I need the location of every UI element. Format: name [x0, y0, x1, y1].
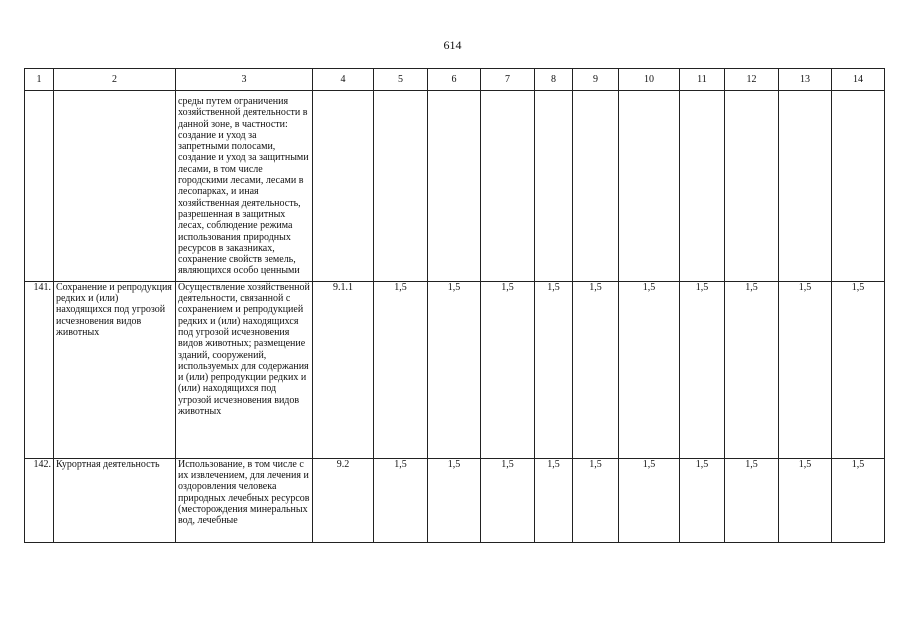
- column-header: 7: [481, 69, 535, 91]
- row-value: 1,5: [619, 458, 680, 542]
- column-header: 3: [176, 69, 313, 91]
- row-code: 9.1.1: [313, 281, 374, 458]
- table-row: [25, 458, 885, 542]
- row-value: [619, 91, 680, 282]
- row-value: 1,5: [535, 281, 573, 458]
- page-number: 614: [443, 38, 462, 52]
- row-value: 1,5: [779, 281, 832, 458]
- row-value: 1,5: [573, 281, 619, 458]
- row-value: 1,5: [725, 458, 779, 542]
- column-header: 4: [313, 69, 374, 91]
- row-value: [374, 91, 428, 282]
- column-header: 6: [428, 69, 481, 91]
- column-header: 9: [573, 69, 619, 91]
- column-header: 5: [374, 69, 428, 91]
- row-value: 1,5: [725, 281, 779, 458]
- column-header: 12: [725, 69, 779, 91]
- row-description: Использование, в том числе с их извлечением, для лечения и оздоровления человека природных лечебных ресурсов (месторождения минеральных вод, лечебные: [176, 458, 313, 542]
- column-header: 13: [779, 69, 832, 91]
- row-value: 1,5: [680, 281, 725, 458]
- column-header: 8: [535, 69, 573, 91]
- row-value: 1,5: [832, 458, 885, 542]
- table-row: [25, 281, 885, 458]
- column-header: 10: [619, 69, 680, 91]
- row-code: 9.2: [313, 458, 374, 542]
- row-value: [428, 91, 481, 282]
- row-value: 1,5: [374, 281, 428, 458]
- row-value: 1,5: [680, 458, 725, 542]
- row-value: [535, 91, 573, 282]
- column-header: 14: [832, 69, 885, 91]
- land-use-table: [24, 68, 885, 543]
- column-header: 1: [25, 69, 54, 91]
- row-value: [481, 91, 535, 282]
- row-value: 1,5: [535, 458, 573, 542]
- header-row: [25, 69, 885, 91]
- row-number: 141.: [25, 281, 54, 458]
- row-name: Сохранение и репродукция редких и (или) находящихся под угрозой исчезновения видов животных: [54, 281, 176, 458]
- row-value: 1,5: [481, 458, 535, 542]
- row-number: [25, 91, 54, 282]
- row-value: [680, 91, 725, 282]
- row-value: 1,5: [428, 458, 481, 542]
- row-value: 1,5: [619, 281, 680, 458]
- column-header: 2: [54, 69, 176, 91]
- row-description: среды путем ограничения хозяйственной деятельности в данной зоне, в частности: создание и уход за запретными полосами, создание и уход за защитными лесами, в том числе городскими лесами, лесами в лесопарках, и иная хозяйственная деятельность, разрешенная в защитных лесах, соблюдение режима использования природных ресурсов в заказниках, сохранение свойств земель, являющихся особо ценными: [176, 91, 313, 282]
- row-value: [779, 91, 832, 282]
- column-header: 11: [680, 69, 725, 91]
- row-name: [54, 91, 176, 282]
- row-value: 1,5: [573, 458, 619, 542]
- row-value: [725, 91, 779, 282]
- row-value: [832, 91, 885, 282]
- row-value: 1,5: [374, 458, 428, 542]
- row-code: [313, 91, 374, 282]
- row-value: 1,5: [832, 281, 885, 458]
- row-value: 1,5: [428, 281, 481, 458]
- row-value: 1,5: [481, 281, 535, 458]
- table-row: [25, 91, 885, 282]
- row-number: 142.: [25, 458, 54, 542]
- row-value: [573, 91, 619, 282]
- row-name: Курортная деятельность: [54, 458, 176, 542]
- row-value: 1,5: [779, 458, 832, 542]
- row-description: Осуществление хозяйственной деятельности, связанной с сохранением и репродукцией редких и (или) находящихся под угрозой исчезновения видов животных; размещение зданий, сооружений, используемых для содержания и (или) репродукции редких и (или) находящихся под угрозой исчезновения видов животных: [176, 281, 313, 458]
